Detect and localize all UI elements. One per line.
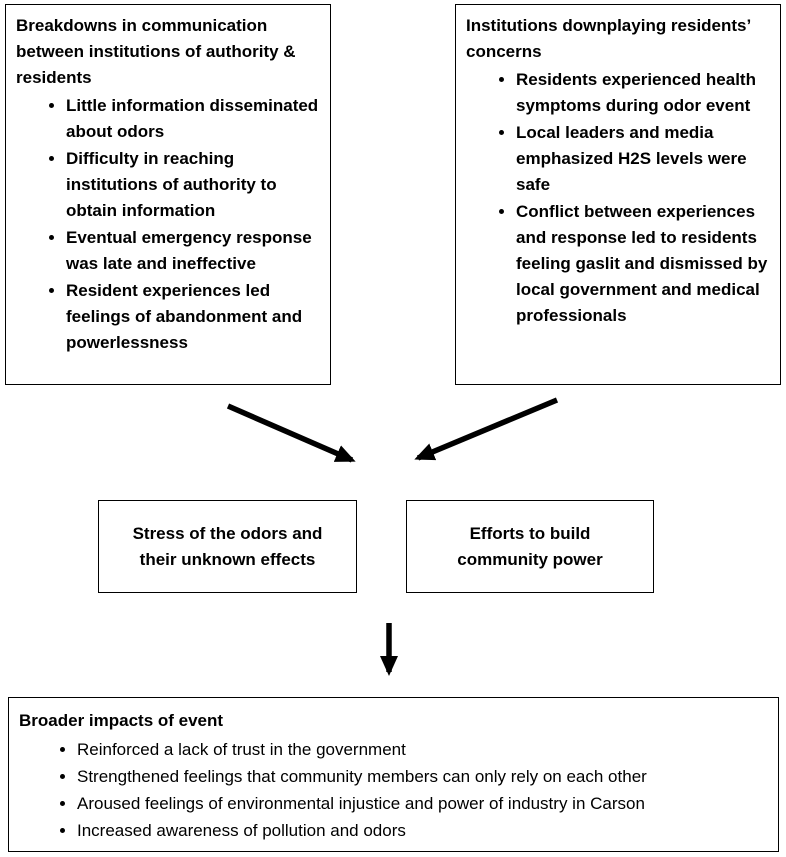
- box-broader-impacts-bullets: [19, 736, 764, 844]
- arrow-left-to-center-icon: [228, 406, 352, 460]
- arrow-right-to-center-icon: [418, 400, 557, 458]
- bullet-item: • Resident experiences led feelings of abandonment and powerlessness: [66, 278, 320, 356]
- box-institutions-downplaying-bullets: [466, 67, 770, 329]
- bullet-item: • Aroused feelings of environmental injustice and power of industry in Carson: [77, 790, 764, 817]
- box-community-power-label: Efforts to build community power: [457, 523, 603, 569]
- bullet-item: • Residents experienced health symptoms during odor event: [516, 67, 770, 119]
- bullet-item: • Difficulty in reaching institutions of authority to obtain information: [66, 146, 320, 224]
- bullet-item: • Strengthened feelings that community members can only rely on each other: [77, 763, 764, 790]
- box-institutions-downplaying: [455, 4, 781, 385]
- box-community-power: [406, 500, 654, 593]
- box-institutions-downplaying-title: Institutions downplaying residents’ concerns: [466, 16, 751, 61]
- box-communication-breakdowns-bullets: [16, 93, 320, 356]
- bullet-item: • Little information disseminated about odors: [66, 93, 320, 145]
- bullet-item: • Reinforced a lack of trust in the government: [77, 736, 764, 763]
- box-stress-of-odors-label: Stress of the odors and their unknown effects: [132, 523, 323, 569]
- box-communication-breakdowns-title: Breakdowns in communication between institutions of authority & residents: [16, 16, 296, 87]
- box-broader-impacts: [8, 697, 779, 852]
- bullet-item: • Increased awareness of pollution and odors: [77, 817, 764, 844]
- bullet-item: • Eventual emergency response was late and ineffective: [66, 225, 320, 277]
- box-stress-of-odors: [98, 500, 357, 593]
- bullet-item: • Local leaders and media emphasized H2S levels were safe: [516, 120, 770, 198]
- box-communication-breakdowns: [5, 4, 331, 385]
- bullet-item: • Conflict between experiences and response led to residents feeling gaslit and dismissed by local government and medical professionals: [516, 199, 770, 329]
- box-broader-impacts-title: Broader impacts of event: [19, 711, 224, 730]
